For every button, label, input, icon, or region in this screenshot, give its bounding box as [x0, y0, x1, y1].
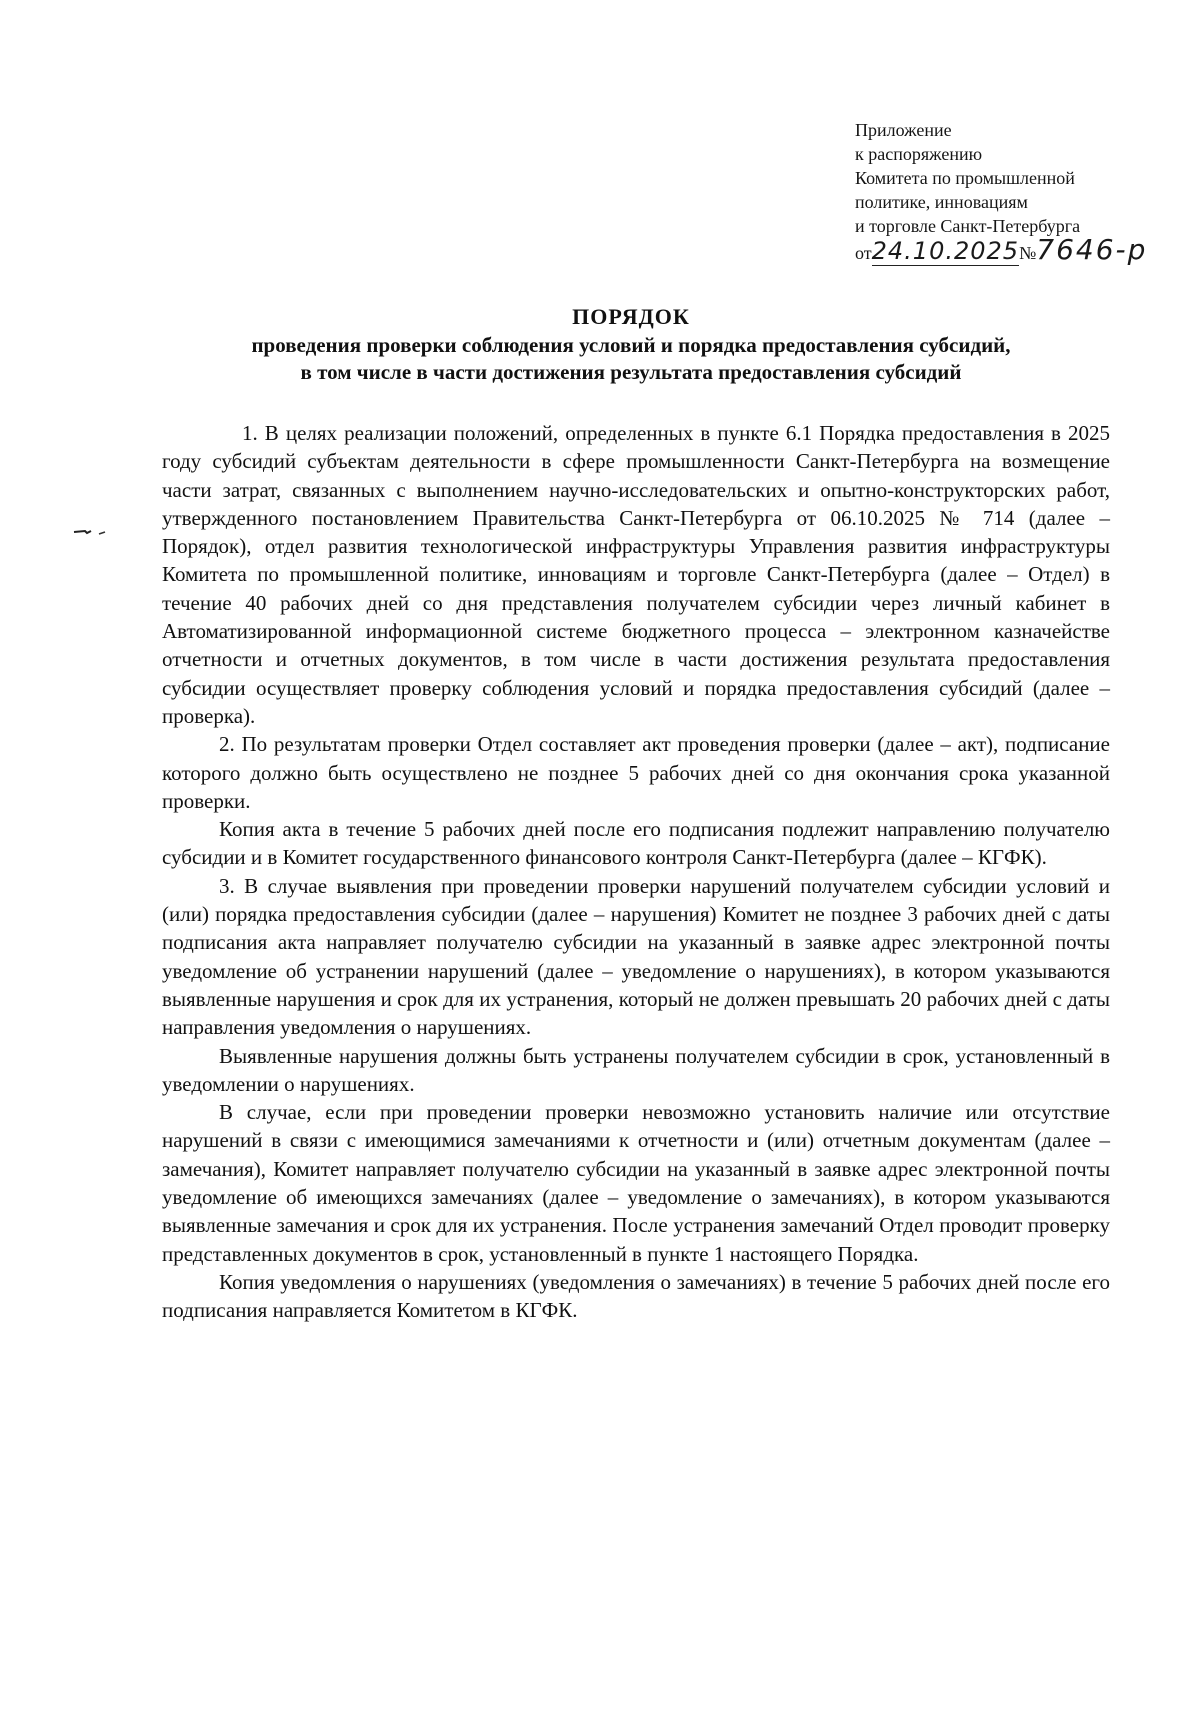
appendix-block: [855, 118, 1175, 272]
paragraph-2: 2. По результатам проверки Отдел составляет акт проведения проверки (далее – акт), подписание которого должно быть осуществлено не позднее 5 рабочих дней со дня окончания срока указанной проверки.: [162, 732, 1110, 813]
number-prefix: №: [1019, 243, 1037, 263]
paragraph-4: 3. В случае выявления при проведении проверки нарушений получателем субсидии условий и (или) порядка предоставления субсидии (далее – нарушения) Комитет не позднее 3 рабочих дней с даты подписания акта направляет получателю субсидии на указанный в заявке адрес электронной почты уведомление об устранении нарушений (далее – уведомление о нарушениях), в котором указываются выявленные нарушения и срок для их устранения, который не должен превышать 20 рабочих дней с даты направления уведомления о нарушениях.: [162, 873, 1110, 1040]
paragraph-1: 1. В целях реализации положений, определенных в пункте 6.1 Порядка предоставления в 2025 году субсидий субъектам деятельности в сфере промышленности Санкт-Петербурга на возмещение части затрат, связанных с выполнением научно-исследовательских и опытно-конструкторских работ, утвержденного постановлением Правительства Санкт-Петербурга от 06.10.2025 № 714 (далее – Порядок), отдел развития технологической инфраструктуры Управления развития инфраструктуры Комитета по промышленной политике, инновациям и торговле Санкт-Петербурга (далее – Отдел) в течение 40 рабочих дней со дня представления получателем субсидии через личный кабинет в Автоматизированной информационной системе бюджетного процесса – электронном казначействе отчетности и отчетных документов, в том числе в части достижения результата предоставления субсидии осуществляет проверку соблюдения условий и порядка предоставления субсидий (далее – проверка).: [162, 421, 1110, 728]
handwritten-date: 24.10.2025: [871, 237, 1020, 265]
handwritten-number: 7646-р: [1036, 233, 1148, 266]
paragraph-3: Копия акта в течение 5 рабочих дней после его подписания подлежит направлению получателю субсидии и в Комитет государственного финансового контроля Санкт-Петербурга (далее – КГФК).: [162, 817, 1110, 870]
appendix-line-4: политике, инновациям: [855, 192, 1028, 212]
title-block: [150, 302, 1112, 386]
appendix-line-3: Комитета по промышленной: [855, 168, 1075, 188]
appendix-line-1: Приложение: [855, 120, 952, 140]
document-subtitle-line-2: в том числе в части достижения результата предоставления субсидий: [300, 360, 962, 384]
scan-mark: [73, 528, 113, 536]
document-title: ПОРЯДОК: [572, 304, 690, 329]
paragraph-6: В случае, если при проведении проверки невозможно установить наличие или отсутствие нарушений в связи с имеющимися замечаниями к отчетности и (или) отчетным документам (далее – замечания), Комитет направляет получателю субсидии на указанный в заявке адрес электронной почты уведомление об имеющихся замечаниях (далее – уведомление о замечаниях), в котором указываются выявленные замечания и срок для их устранения. После устранения замечаний Отдел проводит проверку представленных документов в срок, установленный в пункте 1 настоящего Порядка.: [162, 1100, 1110, 1266]
appendix-line-5: и торговле Санкт-Петербурга: [855, 216, 1081, 236]
paragraph-7: Копия уведомления о нарушениях (уведомления о замечаниях) в течение 5 рабочих дней после его подписания направляется Комитетом в КГФК.: [162, 1269, 1110, 1323]
document-subtitle-line-1: проведения проверки соблюдения условий и порядка предоставления субсидий,: [251, 333, 1011, 357]
date-prefix: от: [855, 243, 872, 263]
paragraph-5: Выявленные нарушения должны быть устранены получателем субсидии в срок, установленный в уведомлении о нарушениях.: [162, 1043, 1110, 1096]
document-body: [162, 419, 1110, 1325]
appendix-date-line: [855, 233, 1175, 272]
appendix-line-2: к распоряжению: [855, 144, 983, 164]
